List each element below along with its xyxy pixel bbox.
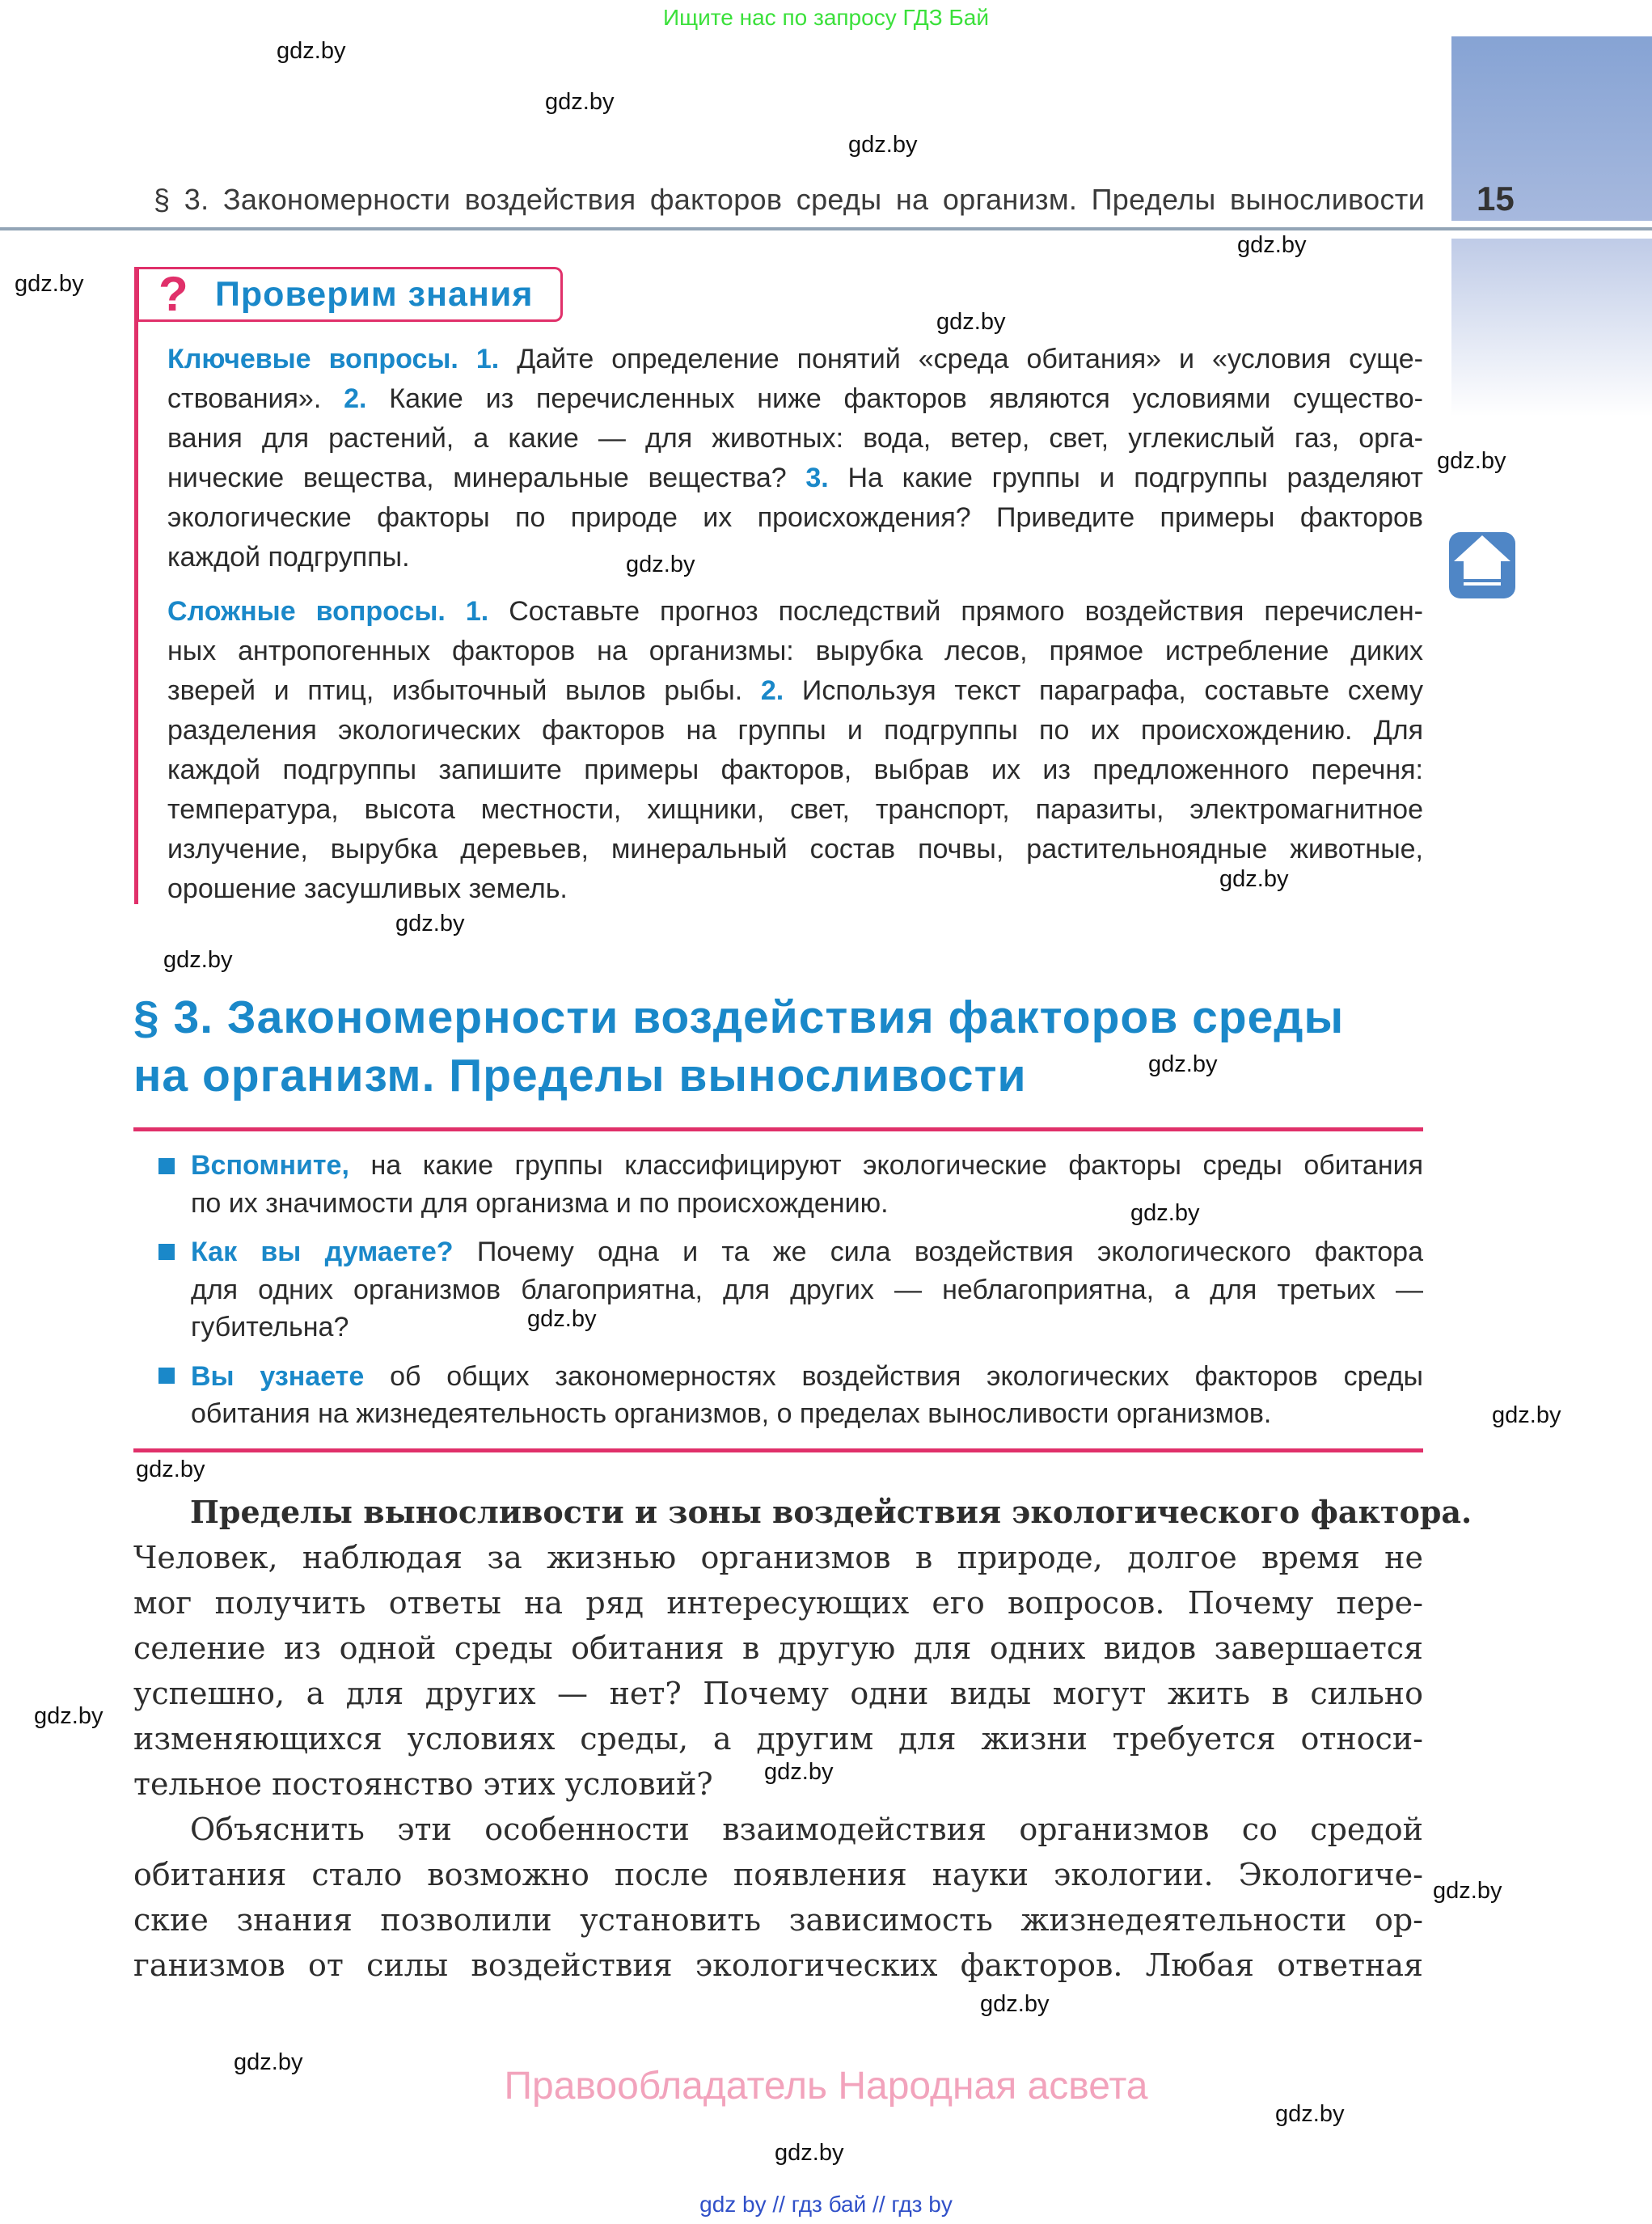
highlight-label: 2. — [344, 383, 367, 414]
text-line — [133, 1671, 1423, 1716]
question-mark-icon: ? — [158, 267, 188, 321]
header-divider — [0, 227, 1652, 230]
text-line — [167, 592, 1423, 632]
text-line — [133, 1626, 1423, 1671]
text-segment: Объяснить эти особенности взаимодействия организмов со средой — [190, 1812, 1423, 1847]
text-segment: тельное постоянство этих условий? — [133, 1766, 713, 1802]
highlight-label: Сложные вопросы. 1. — [167, 596, 489, 627]
text-segment: по их значимости для организма и по происхождению. — [191, 1187, 889, 1219]
text-line — [133, 1535, 1423, 1580]
text-segment: мог получить ответы на ряд интересующих его вопросов. Почему пере- — [133, 1585, 1423, 1621]
text-line — [167, 869, 568, 909]
intro-bullets — [191, 1147, 1423, 1433]
text-segment: успешно, а для других — нет? Почему одни виды могут жить в сильно — [133, 1676, 1423, 1711]
hard-questions — [167, 592, 1423, 909]
highlight-label: 3. — [805, 463, 829, 493]
text-segment: каждой подгруппы запишите примеры факторов, выбрав их из предложенного перечня: — [167, 755, 1423, 785]
text-segment: ганизмов от силы воздействия экологических факторов. Любая ответная — [133, 1947, 1423, 1983]
text-line — [133, 1807, 1423, 1852]
text-line — [191, 1395, 1271, 1433]
check-knowledge-title: Проверим знания — [215, 275, 534, 314]
page-tab-fade — [1451, 239, 1652, 416]
watermark: gdz.by — [626, 552, 695, 577]
text-segment: изменяющихся условиях среды, а другим для жизни требуется относи- — [133, 1721, 1423, 1757]
watermark: gdz.by — [980, 1991, 1050, 2017]
text-line — [167, 538, 410, 577]
text-segment: нические вещества, минеральные вещества? — [167, 463, 806, 493]
watermark: gdz.by — [136, 1457, 205, 1482]
bullet-icon — [158, 1244, 175, 1260]
text-segment: обитания на жизнедеятельность организмов, о пределах выносливости организмов. — [191, 1398, 1272, 1429]
section-title — [133, 988, 1344, 1105]
bullet-icon — [158, 1368, 175, 1384]
text-line — [133, 1897, 1423, 1943]
text-line — [191, 1185, 889, 1223]
text-line — [167, 498, 1423, 538]
watermark: gdz.by — [1275, 2101, 1345, 2127]
watermark: gdz.by — [527, 1306, 597, 1332]
text-line — [191, 1309, 349, 1347]
text-segment: губительна? — [191, 1312, 349, 1342]
running-header: § 3. Закономерности воздействия факторов среды на организм. Пределы выносливости — [154, 183, 1425, 216]
text-segment: зверей и птиц, избыточный вылов рыбы. — [167, 675, 761, 706]
text-line — [167, 419, 1423, 459]
text-line — [191, 1233, 1423, 1271]
text-line — [167, 459, 1423, 498]
text-line — [167, 790, 1423, 830]
text-line — [133, 1943, 1423, 1988]
text-segment: Какие из перечисленных ниже факторов являются условиями существо- — [366, 383, 1424, 414]
intro-bullet-item — [191, 1233, 1423, 1347]
text-line — [133, 1580, 1423, 1626]
watermark: gdz.by — [764, 1759, 834, 1785]
intro-bullet-item — [191, 1358, 1423, 1433]
text-line — [167, 830, 1423, 869]
text-segment: об общих закономерностях воздействия экологических факторов среды — [364, 1360, 1423, 1392]
highlight-label: 2. — [760, 675, 784, 706]
text-segment: Составьте прогноз последствий прямого воздействия перечислен- — [488, 596, 1423, 627]
key-questions — [167, 340, 1423, 577]
search-hint: Ищите нас по запросу ГДЗ Бай — [662, 5, 990, 30]
highlight-label: Вспомните, — [191, 1150, 349, 1181]
questions-border — [134, 267, 138, 904]
watermark: gdz.by — [545, 89, 615, 115]
text-segment: Используя текст параграфа, составьте схему — [784, 675, 1423, 706]
watermark: gdz.by — [15, 271, 84, 297]
text-line — [191, 1271, 1423, 1309]
watermark: gdz.by — [1130, 1200, 1200, 1226]
section-title-line1: § 3. Закономерности воздействия факторов среды — [133, 991, 1345, 1043]
text-segment: обитания стало возможно после появления науки экологии. Экологиче- — [133, 1857, 1423, 1892]
text-line — [167, 340, 1423, 379]
watermark: gdz.by — [1433, 1878, 1502, 1904]
intro-top-divider — [133, 1127, 1423, 1131]
highlight-label: Как вы думаете? — [191, 1237, 454, 1267]
page-number: 15 — [1477, 180, 1515, 218]
watermark: gdz.by — [848, 132, 918, 158]
text-segment: ские знания позволили установить зависимость жизнедеятельности ор- — [133, 1902, 1423, 1938]
text-segment: Человек, наблюдая за жизнью организмов в природе, долгое время не — [133, 1540, 1423, 1575]
intro-bottom-divider — [133, 1448, 1423, 1452]
text-segment: ных антропогенных факторов на организмы: вырубка лесов, прямое истребление диких — [167, 636, 1423, 666]
watermark: gdz.by — [1148, 1051, 1218, 1077]
text-line — [133, 1490, 1472, 1535]
text-segment: Дайте определение понятий «среда обитания» и «условия суще- — [499, 344, 1423, 374]
bullet-icon — [158, 1158, 175, 1174]
text-segment: Пределы выносливости и зоны воздействия экологического фактора. — [190, 1494, 1472, 1530]
text-segment: Почему одна и та же сила воздействия экологического фактора — [453, 1237, 1423, 1267]
text-segment: разделения экологических факторов на группы и подгруппы по их происхождению. Для — [167, 715, 1423, 746]
text-line — [133, 1716, 1423, 1761]
text-line — [191, 1147, 1423, 1185]
watermark: gdz.by — [775, 2140, 844, 2166]
text-segment: каждой подгруппы. — [167, 542, 410, 573]
highlight-label: Вы узнаете — [191, 1360, 365, 1392]
text-segment: на какие группы классифицируют экологические факторы среды обитания — [349, 1150, 1423, 1181]
watermark: gdz.by — [395, 911, 465, 937]
text-segment: вания для растений, а какие — для животных: вода, ветер, свет, углекислый газ, орга- — [167, 423, 1423, 454]
watermark: gdz.by — [234, 2049, 303, 2075]
watermark: gdz.by — [1437, 448, 1506, 474]
text-segment: излучение, вырубка деревьев, минеральный состав почвы, растительноядные животные, — [167, 834, 1423, 865]
text-segment: для одних организмов благоприятна, для других — неблагоприятна, а для третьих — — [191, 1274, 1423, 1305]
text-line — [167, 379, 1423, 419]
text-segment: экологические факторы по природе их происхождения? Приведите примеры факторов — [167, 502, 1423, 533]
watermark: gdz.by — [936, 309, 1006, 335]
text-line — [133, 1852, 1423, 1897]
text-segment: температура, высота местности, хищники, свет, транспорт, паразиты, электромагнитное — [167, 794, 1423, 825]
text-line — [167, 632, 1423, 671]
section-title-line2: на организм. Пределы выносливости — [133, 1050, 1027, 1101]
watermark: gdz.by — [34, 1703, 104, 1729]
text-line — [133, 1761, 713, 1807]
copyright-owner: Правообладатель Народная асвета — [504, 2065, 1148, 2108]
watermark: gdz.by — [277, 38, 346, 64]
intro-bullet-item — [191, 1147, 1423, 1222]
text-line — [167, 711, 1423, 750]
watermark: gdz.by — [1219, 866, 1289, 892]
text-segment: На какие группы и подгруппы разделяют — [828, 463, 1423, 493]
highlight-label: Ключевые вопросы. 1. — [167, 344, 500, 374]
text-line — [167, 750, 1423, 790]
text-line — [191, 1358, 1423, 1396]
watermark: gdz.by — [163, 947, 233, 973]
spacer — [191, 1347, 1423, 1358]
spacer — [191, 1222, 1423, 1233]
text-segment: селение из одной среды обитания в другую для одних видов завершается — [133, 1630, 1423, 1666]
footer-links[interactable]: gdz by // гдз бай // гдз by — [699, 2192, 953, 2217]
text-segment: ствования». — [167, 383, 344, 414]
home-icon[interactable] — [1449, 532, 1515, 598]
text-segment: орошение засушливых земель. — [167, 873, 568, 904]
watermark: gdz.by — [1492, 1402, 1561, 1428]
text-line — [167, 671, 1423, 711]
watermark: gdz.by — [1237, 232, 1307, 258]
